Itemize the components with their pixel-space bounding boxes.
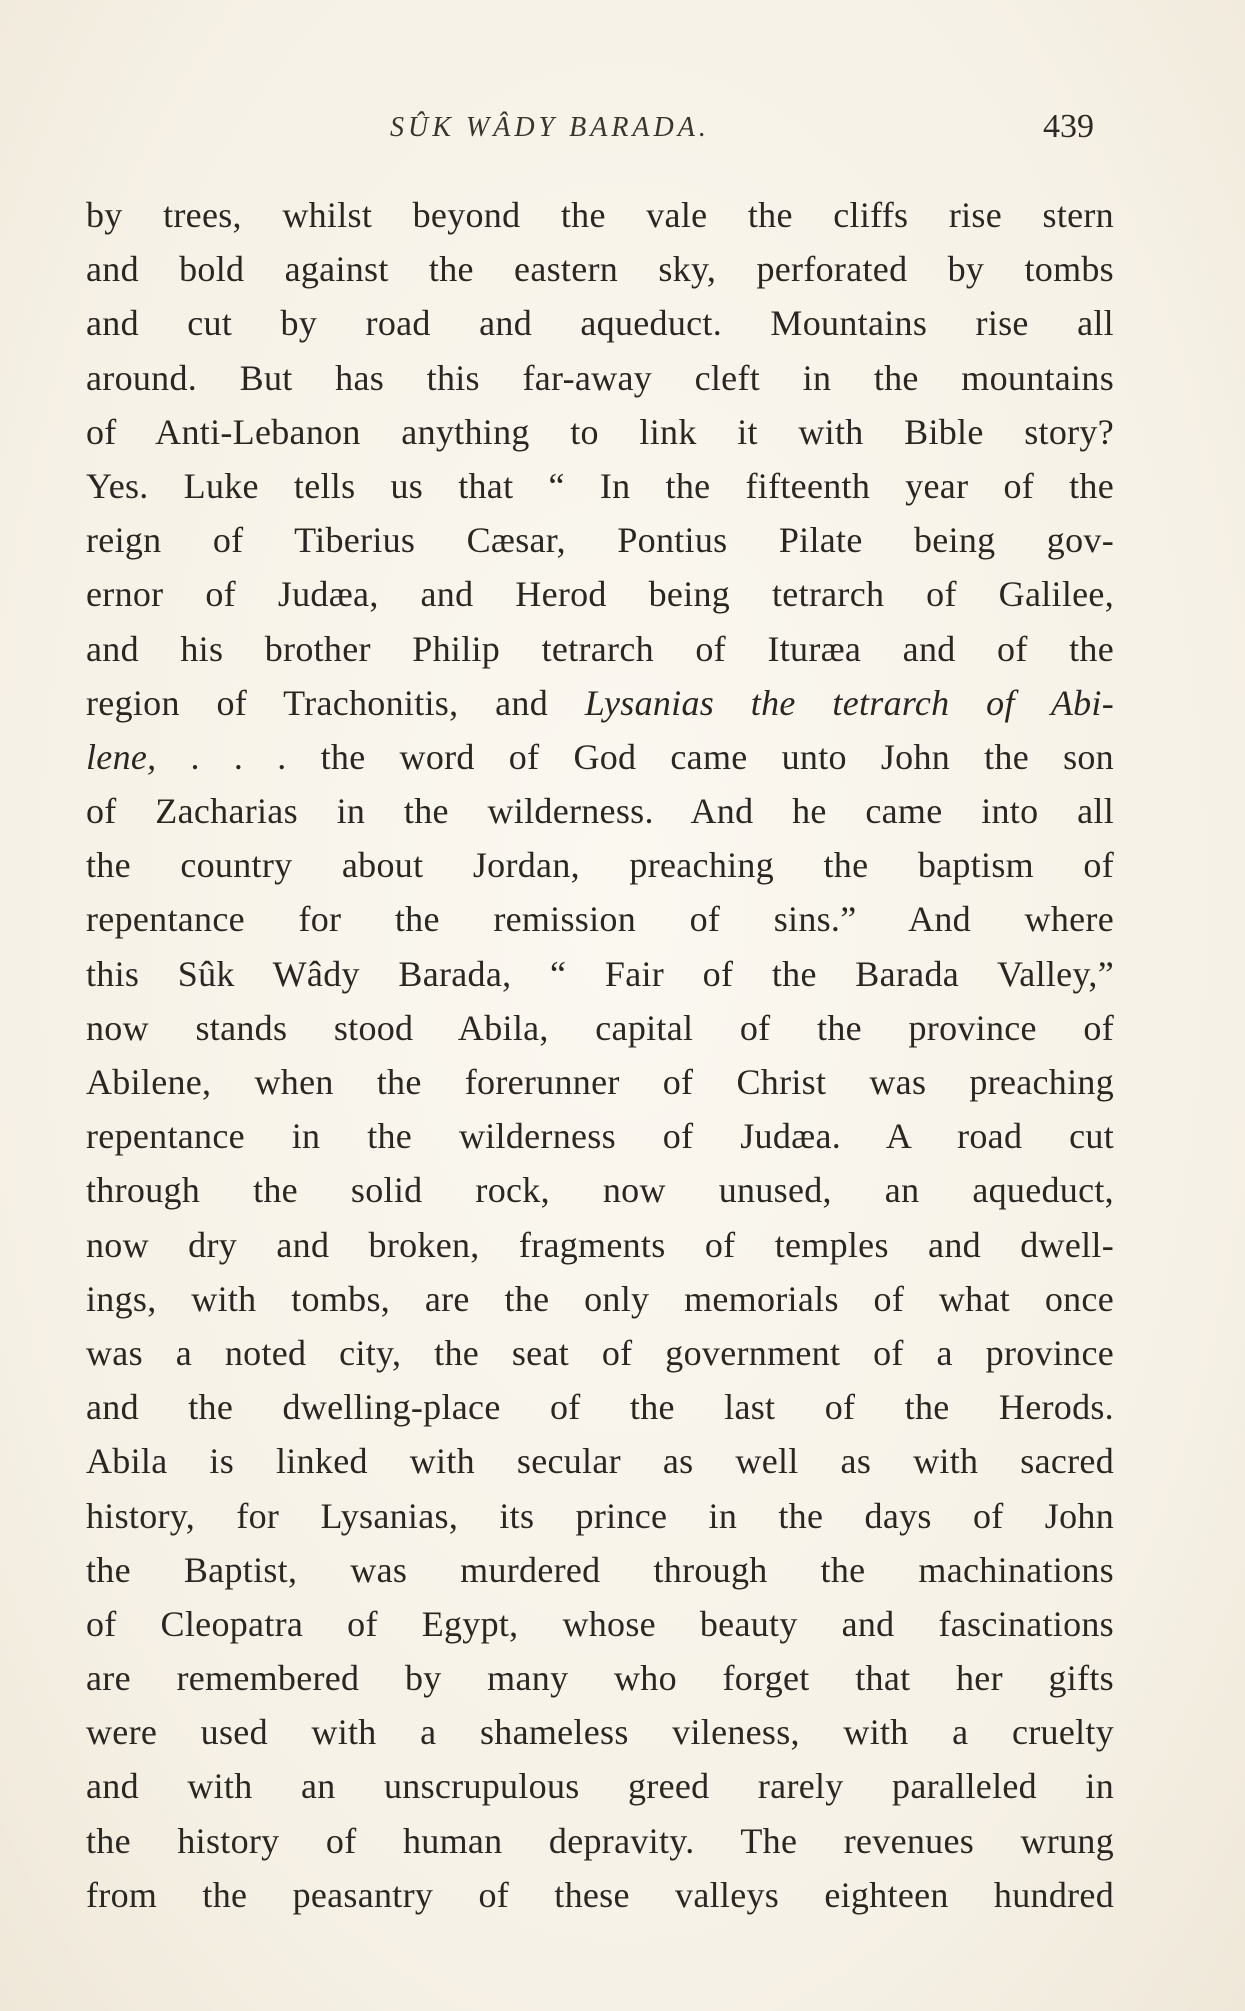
text-segment: region of Trachonitis, and	[86, 682, 585, 723]
text-segment: of Cleopatra of Egypt, whose beauty and fascinations	[86, 1603, 1114, 1644]
text-line	[86, 1218, 1114, 1272]
italic-text: lene,	[86, 736, 157, 777]
text-line	[86, 1597, 1114, 1651]
text-line	[86, 1651, 1114, 1705]
text-line	[86, 1489, 1114, 1543]
text-line	[86, 676, 1114, 730]
text-line	[86, 567, 1114, 621]
text-line	[86, 513, 1114, 567]
text-line	[86, 1272, 1114, 1326]
text-segment: Yes. Luke tells us that “ In the fifteenth year of the	[86, 465, 1114, 506]
text-line	[86, 947, 1114, 1001]
text-line	[86, 1434, 1114, 1488]
text-line	[86, 1055, 1114, 1109]
text-line	[86, 459, 1114, 513]
text-line	[86, 1868, 1114, 1922]
text-segment: now stands stood Abila, capital of the province of	[86, 1007, 1114, 1048]
text-line	[86, 892, 1114, 946]
page-number: 439	[1043, 108, 1094, 145]
text-line	[86, 242, 1114, 296]
running-header	[0, 108, 1245, 158]
text-line	[86, 1326, 1114, 1380]
text-segment: repentance in the wilderness of Judæa. A road cut	[86, 1116, 1114, 1157]
text-segment: . . . the word of God came unto John the son	[156, 736, 1114, 777]
text-line	[86, 405, 1114, 459]
text-segment: through the solid rock, now unused, an aqueduct,	[86, 1170, 1114, 1211]
text-segment: by trees, whilst beyond the vale the cliffs rise stern	[86, 195, 1114, 235]
text-segment: ings, with tombs, are the only memorials of what once	[86, 1278, 1114, 1319]
text-line	[86, 622, 1114, 676]
text-line	[86, 296, 1114, 350]
text-segment: and bold against the eastern sky, perforated by tombs	[86, 249, 1114, 290]
text-segment: from the peasantry of these valleys eighteen hundred	[86, 1874, 1114, 1915]
text-line	[86, 1759, 1114, 1813]
text-line	[86, 1543, 1114, 1597]
text-segment: Abilene, when the forerunner of Christ was preaching	[86, 1062, 1114, 1102]
text-line	[86, 730, 1114, 784]
text-segment: and his brother Philip tetrarch of Ituræa and of the	[86, 628, 1114, 669]
text-line	[86, 188, 1114, 242]
text-line	[86, 1380, 1114, 1434]
text-line	[86, 1814, 1114, 1868]
text-line	[86, 1001, 1114, 1055]
text-segment: reign of Tiberius Cæsar, Pontius Pilate being gov-	[86, 520, 1114, 561]
text-segment: now dry and broken, fragments of temples and dwell-	[86, 1224, 1114, 1265]
text-segment: repentance for the remission of sins.” And where	[86, 899, 1114, 940]
text-segment: and cut by road and aqueduct. Mountains rise all	[86, 303, 1114, 344]
text-line	[86, 351, 1114, 405]
text-line	[86, 838, 1114, 892]
text-segment: the history of human depravity. The revenues wrung	[86, 1820, 1114, 1861]
text-segment: Abila is linked with secular as well as with sacred	[86, 1441, 1114, 1482]
running-title: SÛK WÂDY BARADA.	[390, 112, 710, 143]
text-segment: of Anti-Lebanon anything to link it with Bible story?	[86, 411, 1114, 452]
text-segment: was a noted city, the seat of government of a province	[86, 1332, 1114, 1373]
text-segment: around. But has this far-away cleft in the mountains	[86, 357, 1114, 398]
text-segment: are remembered by many who forget that her gifts	[86, 1658, 1114, 1699]
text-line	[86, 1163, 1114, 1217]
text-line	[86, 1109, 1114, 1163]
text-line	[86, 784, 1114, 838]
italic-text: Lysanias the tetrarch of Abi-	[584, 682, 1114, 723]
text-line	[86, 1705, 1114, 1759]
text-segment: ernor of Judæa, and Herod being tetrarch of Galilee,	[86, 574, 1114, 615]
text-segment: of Zacharias in the wilderness. And he came into all	[86, 791, 1114, 832]
text-segment: history, for Lysanias, its prince in the days of John	[86, 1495, 1114, 1536]
body-text	[86, 188, 1114, 1922]
text-segment: the Baptist, was murdered through the machinations	[86, 1549, 1114, 1590]
text-segment: and the dwelling-place of the last of the Herods.	[86, 1387, 1114, 1428]
text-segment: the country about Jordan, preaching the baptism of	[86, 845, 1114, 886]
text-segment: were used with a shameless vileness, with a cruelty	[86, 1712, 1114, 1753]
text-segment: and with an unscrupulous greed rarely paralleled in	[86, 1766, 1114, 1807]
text-segment: this Sûk Wâdy Barada, “ Fair of the Barada Valley,”	[86, 953, 1114, 994]
